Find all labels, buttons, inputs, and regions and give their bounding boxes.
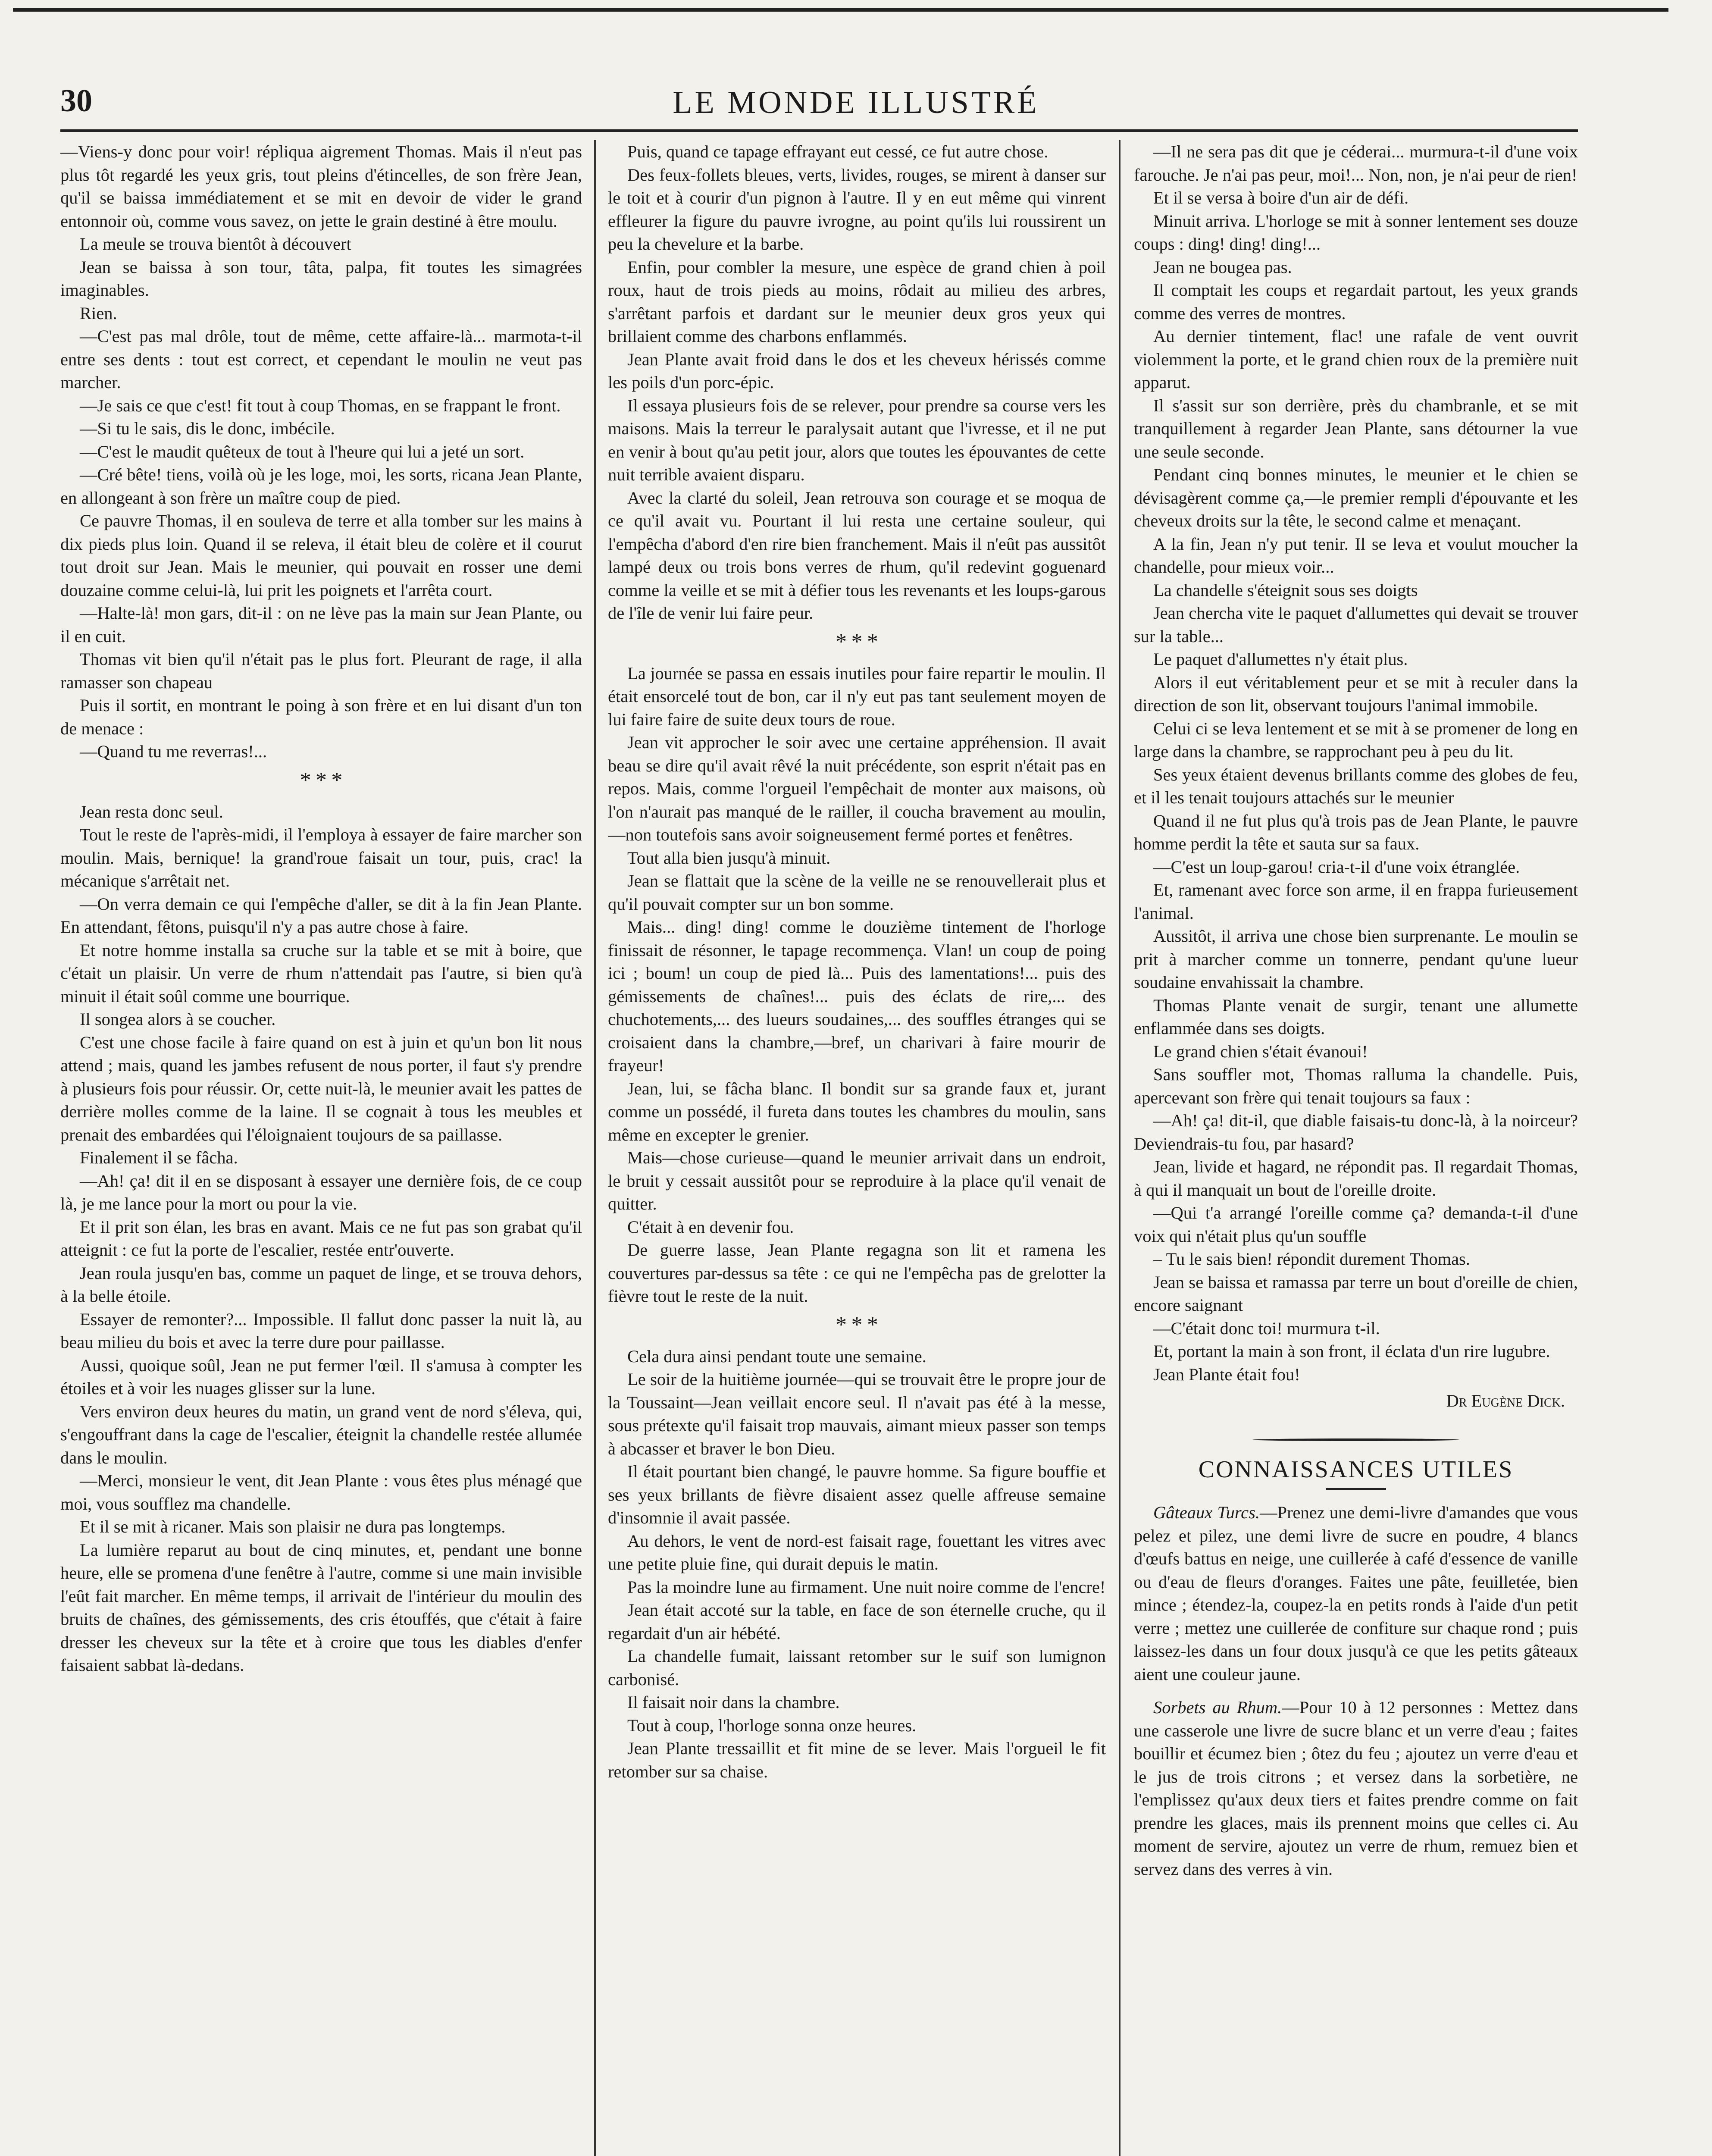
paragraph: Il comptait les coups et regardait partout, les yeux grands comme des verres de montres. <box>1134 280 1578 323</box>
column-divider <box>594 140 596 2156</box>
paragraph: Ses yeux étaient devenus brillants comme des globes de feu, et il les tenait toujours attachés sur le meunier <box>1134 765 1578 807</box>
paragraph: Jean, lui, se fâcha blanc. Il bondit sur sa grande faux et, jurant comme un possédé, il fureta dans toutes les chambres du moulin, sans même en excepter le grenier. <box>608 1078 1106 1144</box>
paragraph: Aussitôt, il arriva une chose bien surprenante. Le moulin se prit à marcher comme un tonnerre, pendant qu'une lueur soudaine envahissait la chambre. <box>1134 926 1578 992</box>
paragraph: Jean ne bougea pas. <box>1153 257 1292 277</box>
paragraph: —Il ne sera pas dit que je céderai... murmura-t-il d'une voix farouche. Je n'ai pas peur, moi!... Non, non, je n'ai peur de rien! <box>1134 142 1578 185</box>
paragraph: Et il prit son élan, les bras en avant. Mais ce ne fut pas son grabat qu'il atteignit : ce fut la porte de l'escalier, restée entr'ouverte. <box>60 1217 582 1260</box>
paragraph: —Si tu le sais, dis le donc, imbécile. <box>80 419 335 438</box>
paragraph: Jean vit approcher le soir avec une certaine appréhension. Il avait beau se dire qu'il avait rêvé la nuit précédente, son esprit n'était pas en repos. Mais, comme l'orgueil l'empêchait de monter aux maisons, où l'on n'aurait pas manqué de le railler, il coucha bravement au moulin,—non toutefois sans avoir soigneusement fermé portes et fenêtres. <box>608 733 1106 844</box>
paragraph: —Ah! ça! dit il en se disposant à essayer une dernière fois, de ce coup là, je me lance pour la mort ou pour la vie. <box>60 1171 582 1213</box>
paragraph: Il essaya plusieurs fois de se relever, pour prendre sa course vers les maisons. Mais la terreur le paralysait autant que l'ivresse, et il ne put en venir à bout qu'au petit jour, alors que toutes les épouvantes de cette nuit terrible avaient disparu. <box>608 395 1106 484</box>
recipe-title: Sorbets au Rhum. <box>1153 1698 1282 1717</box>
section-break-asterisks: * * * <box>836 629 878 654</box>
paragraph: —Quand tu me reverras!... <box>80 742 267 761</box>
paragraph: Puis, quand ce tapage effrayant eut cessé, ce fut autre chose. <box>627 142 1048 161</box>
recipe-title: Gâteaux Turcs. <box>1153 1503 1260 1522</box>
paragraph: La chandelle s'éteignit sous ses doigts <box>1153 580 1418 600</box>
paragraph: Mais... ding! ding! comme le douzième tintement de l'horloge finissait de résonner, le tapage recommença. Vlan! un coup de poing ici ; boum! un coup de pied là... Puis des lamentations!... puis des gémissements de chaînes!... puis des éclats de rire,... des chuchotements,... des lueurs soudaines,... des souffles étranges qui se croisaient dans la chambre,—bref, un charivari à faire mourir de frayeur! <box>608 917 1106 1075</box>
paragraph: Au dehors, le vent de nord-est faisait rage, fouettant les vitres avec une petite pluie fine, qui durait depuis le matin. <box>608 1531 1106 1573</box>
paragraph: Pendant cinq bonnes minutes, le meunier et le chien se dévisagèrent comme ça,—le premier rempli d'épouvante et les cheveux droits sur la tête, le second calme et menaçant. <box>1134 465 1578 530</box>
paragraph: —Ah! ça! dit-il, que diable faisais-tu donc-là, à la noirceur? Deviendrais-tu fou, par hasard? <box>1134 1111 1578 1153</box>
section-title: CONNAISSANCES UTILES <box>1198 1456 1514 1483</box>
paragraph: Thomas Plante venait de surgir, tenant une allumette enflammée dans ses doigts. <box>1134 995 1578 1038</box>
paragraph: Il faisait noir dans la chambre. <box>627 1692 840 1712</box>
paragraph: C'est une chose facile à faire quand on est à juin et qu'un bon lit nous attend ; mais, quand les jambes refusent de nous porter, il faut s'y prendre à plusieurs fois pour réussir. Or, cette nuit-là, le meunier avait les pattes de derrière molles comme de la laine. Il se cognait à tous les meubles et prenait des embardées qui l'éloignaient toujours de sa paillasse. <box>60 1032 582 1144</box>
paragraph: Jean se flattait que la scène de la veille ne se renouvellerait plus et qu'il pouvait compter sur un bon somme. <box>608 871 1106 914</box>
paragraph: —Merci, monsieur le vent, dit Jean Plante : vous êtes plus ménagé que moi, vous soufflez ma chandelle. <box>60 1471 582 1514</box>
paragraph: Tout à coup, l'horloge sonna onze heures. <box>627 1715 917 1735</box>
paragraph: Et notre homme installa sa cruche sur la table et se mit à boire, que c'était un plaisir. Un verre de rhum n'attendait pas l'autre, si bien qu'à minuit il était soûl comme une bourrique. <box>60 940 582 1006</box>
paragraph: Jean, livide et hagard, ne répondit pas. Il regardait Thomas, à qui il manquait un bout de l'oreille droite. <box>1134 1157 1578 1200</box>
paragraph: Des feux-follets bleues, verts, livides, rouges, se mirent à danser sur le toit et à courir d'un pignon à l'autre. Il y en eut même qui vinrent effleurer la figure du pauvre ivrogne, au point qu'ils lui roussirent un peu la chevelure et la barbe. <box>608 165 1106 254</box>
paragraph: Et il se versa à boire d'un air de défi. <box>1153 188 1409 207</box>
paragraph: —On verra demain ce qui l'empêche d'aller, se dit à la fin Jean Plante. En attendant, fêtons, puisqu'il n'y a pas autre chose à faire. <box>60 894 582 937</box>
paragraph: Essayer de remonter?... Impossible. Il fallut donc passer la nuit là, au beau milieu du bois et avec la terre dure pour paillasse. <box>60 1309 582 1352</box>
page-number: 30 <box>60 83 92 119</box>
paragraph: Mais—chose curieuse—quand le meunier arrivait dans un endroit, le bruit y cessait aussitôt pour se reproduire à la place qu'il venait de quitter. <box>608 1148 1106 1213</box>
paragraph: – Tu le sais bien! répondit durement Thomas. <box>1153 1249 1470 1269</box>
paragraph: La meule se trouva bientôt à découvert <box>80 234 351 254</box>
paragraph: —C'était donc toi! murmura t-il. <box>1153 1318 1380 1338</box>
paragraph: —Cré bête! tiens, voilà où je les loge, moi, les sorts, ricana Jean Plante, en allongeant à son frère un maître coup de pied. <box>60 465 582 508</box>
corner-blot-mark <box>1656 4 1682 22</box>
recipe-text: —Prenez une demi-livre d'amandes que vous pelez et pilez, une demi livre de sucre en poudre, 4 blancs d'œufs battus en neige, une cuillerée à café d'essence de vanille ou d'eau de fleurs d'oranges. Faites une pâte, feuilletée, bien mince ; étendez-la, coupez-la en petits ronds à l'aide d'un petit verre ; mettez une cuillerée de confiture sur chaque rond ; puis laissez-les dans un four doux jusqu'à ce que les petits gâteaux aient une couleur jaune. <box>1134 1503 1578 1684</box>
header-rule <box>60 129 1578 132</box>
paragraph: A la fin, Jean n'y put tenir. Il se leva et voulut moucher la chandelle, pour mieux voir... <box>1134 534 1578 577</box>
author-signature: Dr Eugène Dick. <box>1446 1391 1565 1410</box>
paragraph: Il était pourtant bien changé, le pauvre homme. Sa figure bouffie et ses yeux brillants de fièvre disaient assez quelle affreuse semaine d'insomnie il avait passée. <box>608 1462 1106 1527</box>
recipe-text: —Pour 10 à 12 personnes : Mettez dans une casserole une livre de sucre blanc et un verre d'eau ; faites bouillir et écumez bien ; ôtez du feu ; ajoutez un verre d'eau et le jus de trois citrons ; et versez dans la sorbetière, ne l'emplissez qu'aux deux tiers et faites prendre comme on fait prendre les glaces, mais ils prennent moins que celles ci. Au moment de servire, ajoutez un verre de rhum, remuez bien et servez dans des verres à vin. <box>1134 1698 1578 1879</box>
ornamental-rule <box>1252 1438 1459 1441</box>
paragraph: De guerre lasse, Jean Plante regagna son lit et ramena les couvertures par-dessus sa tête : ce qui ne l'empêcha pas de grelotter la fièvre tout le reste de la nuit. <box>608 1240 1106 1306</box>
paragraph: Jean se baissa et ramassa par terre un bout d'oreille de chien, encore saignant <box>1134 1272 1578 1315</box>
paragraph: Au dernier tintement, flac! une rafale de vent ouvrit violemment la porte, et le grand chien roux de la première nuit apparut. <box>1134 326 1578 392</box>
section-break-asterisks: * * * <box>300 768 343 793</box>
paragraph: Le grand chien s'était évanoui! <box>1153 1041 1368 1061</box>
paragraph: La lumière reparut au bout de cinq minutes, et, pendant une bonne heure, elle se promena d'une fenêtre à l'autre, comme si une main invisible l'eût fait marcher. En même temps, il arrivait de l'intérieur du moulin des bruits de chaînes, des gémissements, des cris étouffés, que c'était à faire dresser les cheveux sur la tête et à croire que tous les diables d'enfer faisaient sabbat là-dedans. <box>60 1540 582 1675</box>
recipe-entry <box>1134 1501 1578 1686</box>
paragraph: Et, ramenant avec force son arme, il en frappa furieusement l'animal. <box>1134 880 1578 923</box>
paragraph: Pas la moindre lune au firmament. Une nuit noire comme de l'encre! <box>627 1577 1106 1597</box>
paragraph: —Qui t'a arrangé l'oreille comme ça? demanda-t-il d'une voix qui n'était plus qu'un souffle <box>1134 1203 1578 1246</box>
paragraph: Puis il sortit, en montrant le poing à son frère et en lui disant d'un ton de menace : <box>60 696 582 738</box>
section-break-asterisks: * * * <box>836 1312 878 1337</box>
paragraph: —Viens-y donc pour voir! répliqua aigrement Thomas. Mais il n'eut pas plus tôt regardé les yeux gris, tout pleins d'étincelles, de son frère Jean, qu'il se baissa immédiatement et se mit en devoir de vider le grand entonnoir où, comme vous savez, on jette le grain destiné à être moulu. <box>60 142 582 231</box>
paragraph: Jean roula jusqu'en bas, comme un paquet de linge, et se trouva dehors, à la belle étoile. <box>60 1263 582 1306</box>
paragraph: Tout le reste de l'après-midi, il l'employa à essayer de faire marcher son moulin. Mais, bernique! la grand'roue faisait un tour, puis, crac! la mécanique s'arrêtait net. <box>60 825 582 890</box>
paragraph: Quand il ne fut plus qu'à trois pas de Jean Plante, le pauvre homme perdit la tête et sauta sur sa faux. <box>1134 811 1578 853</box>
paragraph: —Halte-là! mon gars, dit-il : on ne lève pas la main sur Jean Plante, ou il en cuit. <box>60 603 582 646</box>
paragraph: Jean chercha vite le paquet d'allumettes qui devait se trouver sur la table... <box>1134 603 1578 646</box>
paragraph: Il s'assit sur son derrière, près du chambranle, et se mit tranquillement à regarder Jean Plante, sans détourner la vue une seule seconde. <box>1134 395 1578 461</box>
paragraph: Jean resta donc seul. <box>80 802 223 821</box>
paragraph: Le paquet d'allumettes n'y était plus. <box>1153 649 1408 669</box>
paragraph: —C'est le maudit quêteux de tout à l'heure qui lui a jeté un sort. <box>80 442 525 461</box>
paragraph: Jean se baissa à son tour, tâta, palpa, fit toutes les simagrées imaginables. <box>60 257 582 300</box>
top-border-rule <box>13 8 1668 12</box>
paragraph: —Je sais ce que c'est! fit tout à coup Thomas, en se frappant le front. <box>80 395 561 415</box>
column-divider <box>1119 140 1120 2156</box>
paragraph: La journée se passa en essais inutiles pour faire repartir le moulin. Il était ensorcelé tout de bon, car il n'y eut pas tant seulement moyen de lui faire faire de suite deux tours de roue. <box>608 663 1106 729</box>
paragraph: Alors il eut véritablement peur et se mit à reculer dans la direction de son lit, observant toujours l'animal immobile. <box>1134 672 1578 715</box>
paragraph: Avec la clarté du soleil, Jean retrouva son courage et se moqua de ce qu'il avait vu. Pourtant il lui resta une certaine souleur, qui l'empêcha d'abord d'en rire bien franchement. Mais il n'eût pas aussitôt lampé deux ou trois bons verres de rhum, qu'il redevint goguenard comme la veille et se mit à défier tous les revenants et les loups-garous de l'île de venir lui faire peur. <box>608 488 1106 623</box>
column-3 <box>1134 140 1578 2156</box>
paragraph: Vers environ deux heures du matin, un grand vent de nord s'éleva, qui, s'engouffrant dans la cage de l'escalier, éteignit la chandelle restée allumée dans le moulin. <box>60 1401 582 1467</box>
paragraph: Enfin, pour combler la mesure, une espèce de grand chien à poil roux, haut de trois pieds au moins, rôdait au milieu des arbres, s'arrêtant parfois et dardant sur le meunier deux gros yeux qui brillaient comme des charbons enflammés. <box>608 257 1106 346</box>
paragraph: —C'est un loup-garou! cria-t-il d'une voix étranglée. <box>1153 857 1520 877</box>
paragraph: Le soir de la huitième journée—qui se trouvait être le propre jour de la Toussaint—Jean veillait encore seul. Il n'avait pas été à la messe, sous prétexte qu'il faisait trop mauvais, aimant mieux passer son temps à abcasser et braver le bon Dieu. <box>608 1369 1106 1458</box>
paragraph: Cela dura ainsi pendant toute une semaine. <box>627 1346 926 1366</box>
paragraph: La chandelle fumait, laissant retomber sur le suif son lumignon carbonisé. <box>608 1646 1106 1689</box>
paragraph: Et, portant la main à son front, il éclata d'un rire lugubre. <box>1153 1341 1550 1361</box>
paragraph: —C'est pas mal drôle, tout de même, cette affaire-là... marmota-t-il entre ses dents : tout est correct, et cependant le moulin ne veut pas marcher. <box>60 326 582 392</box>
paragraph: Aussi, quoique soûl, Jean ne put fermer l'œil. Il s'amusa à compter les étoiles et à voir les nuages glisser sur la lune. <box>60 1355 582 1398</box>
paragraph: Minuit arriva. L'horloge se mit à sonner lentement ses douze coups : ding! ding! ding!... <box>1134 211 1578 254</box>
paragraph: Et il se mit à ricaner. Mais son plaisir ne dura pas longtemps. <box>80 1517 506 1536</box>
column-1 <box>60 140 582 2156</box>
title-underline <box>1326 1488 1386 1490</box>
paragraph: Tout alla bien jusqu'à minuit. <box>627 848 831 868</box>
paragraph: Celui ci se leva lentement et se mit à se promener de long en large dans la chambre, se rapprochant peu à peu du lit. <box>1134 718 1578 761</box>
paragraph: Jean Plante avait froid dans le dos et les cheveux hérissés comme les poils d'un porc-épic. <box>608 349 1106 392</box>
paragraph: Jean Plante était fou! <box>1153 1364 1300 1384</box>
paragraph: Rien. <box>80 303 117 323</box>
paragraph: C'était à en devenir fou. <box>627 1217 794 1237</box>
paragraph: Il songea alors à se coucher. <box>80 1009 276 1029</box>
paragraph: Jean était accoté sur la table, en face de son éternelle cruche, qu il regardait d'un air hébété. <box>608 1600 1106 1643</box>
paragraph: Finalement il se fâcha. <box>80 1148 238 1167</box>
masthead-title: LE MONDE ILLUSTRÉ <box>673 85 1039 120</box>
paragraph: Sans souffler mot, Thomas ralluma la chandelle. Puis, apercevant son frère qui tenait toujours sa faux : <box>1134 1065 1578 1107</box>
recipe-entry <box>1134 1696 1578 1880</box>
column-2 <box>608 140 1106 2156</box>
paragraph: Thomas vit bien qu'il n'était pas le plus fort. Pleurant de rage, il alla ramasser son chapeau <box>60 649 582 692</box>
paragraph: Jean Plante tressaillit et fit mine de se lever. Mais l'orgueil le fit retomber sur sa chaise. <box>608 1739 1106 1781</box>
paragraph: Ce pauvre Thomas, il en souleva de terre et alla tomber sur les mains à dix pieds plus loin. Quand il se releva, il était bleu de colère et il courut tout droit sur Jean. Mais le meunier, qui pouvait en rosser une demi douzaine comme celui-là, lui prit les poignets et l'arrêta court. <box>60 511 582 600</box>
